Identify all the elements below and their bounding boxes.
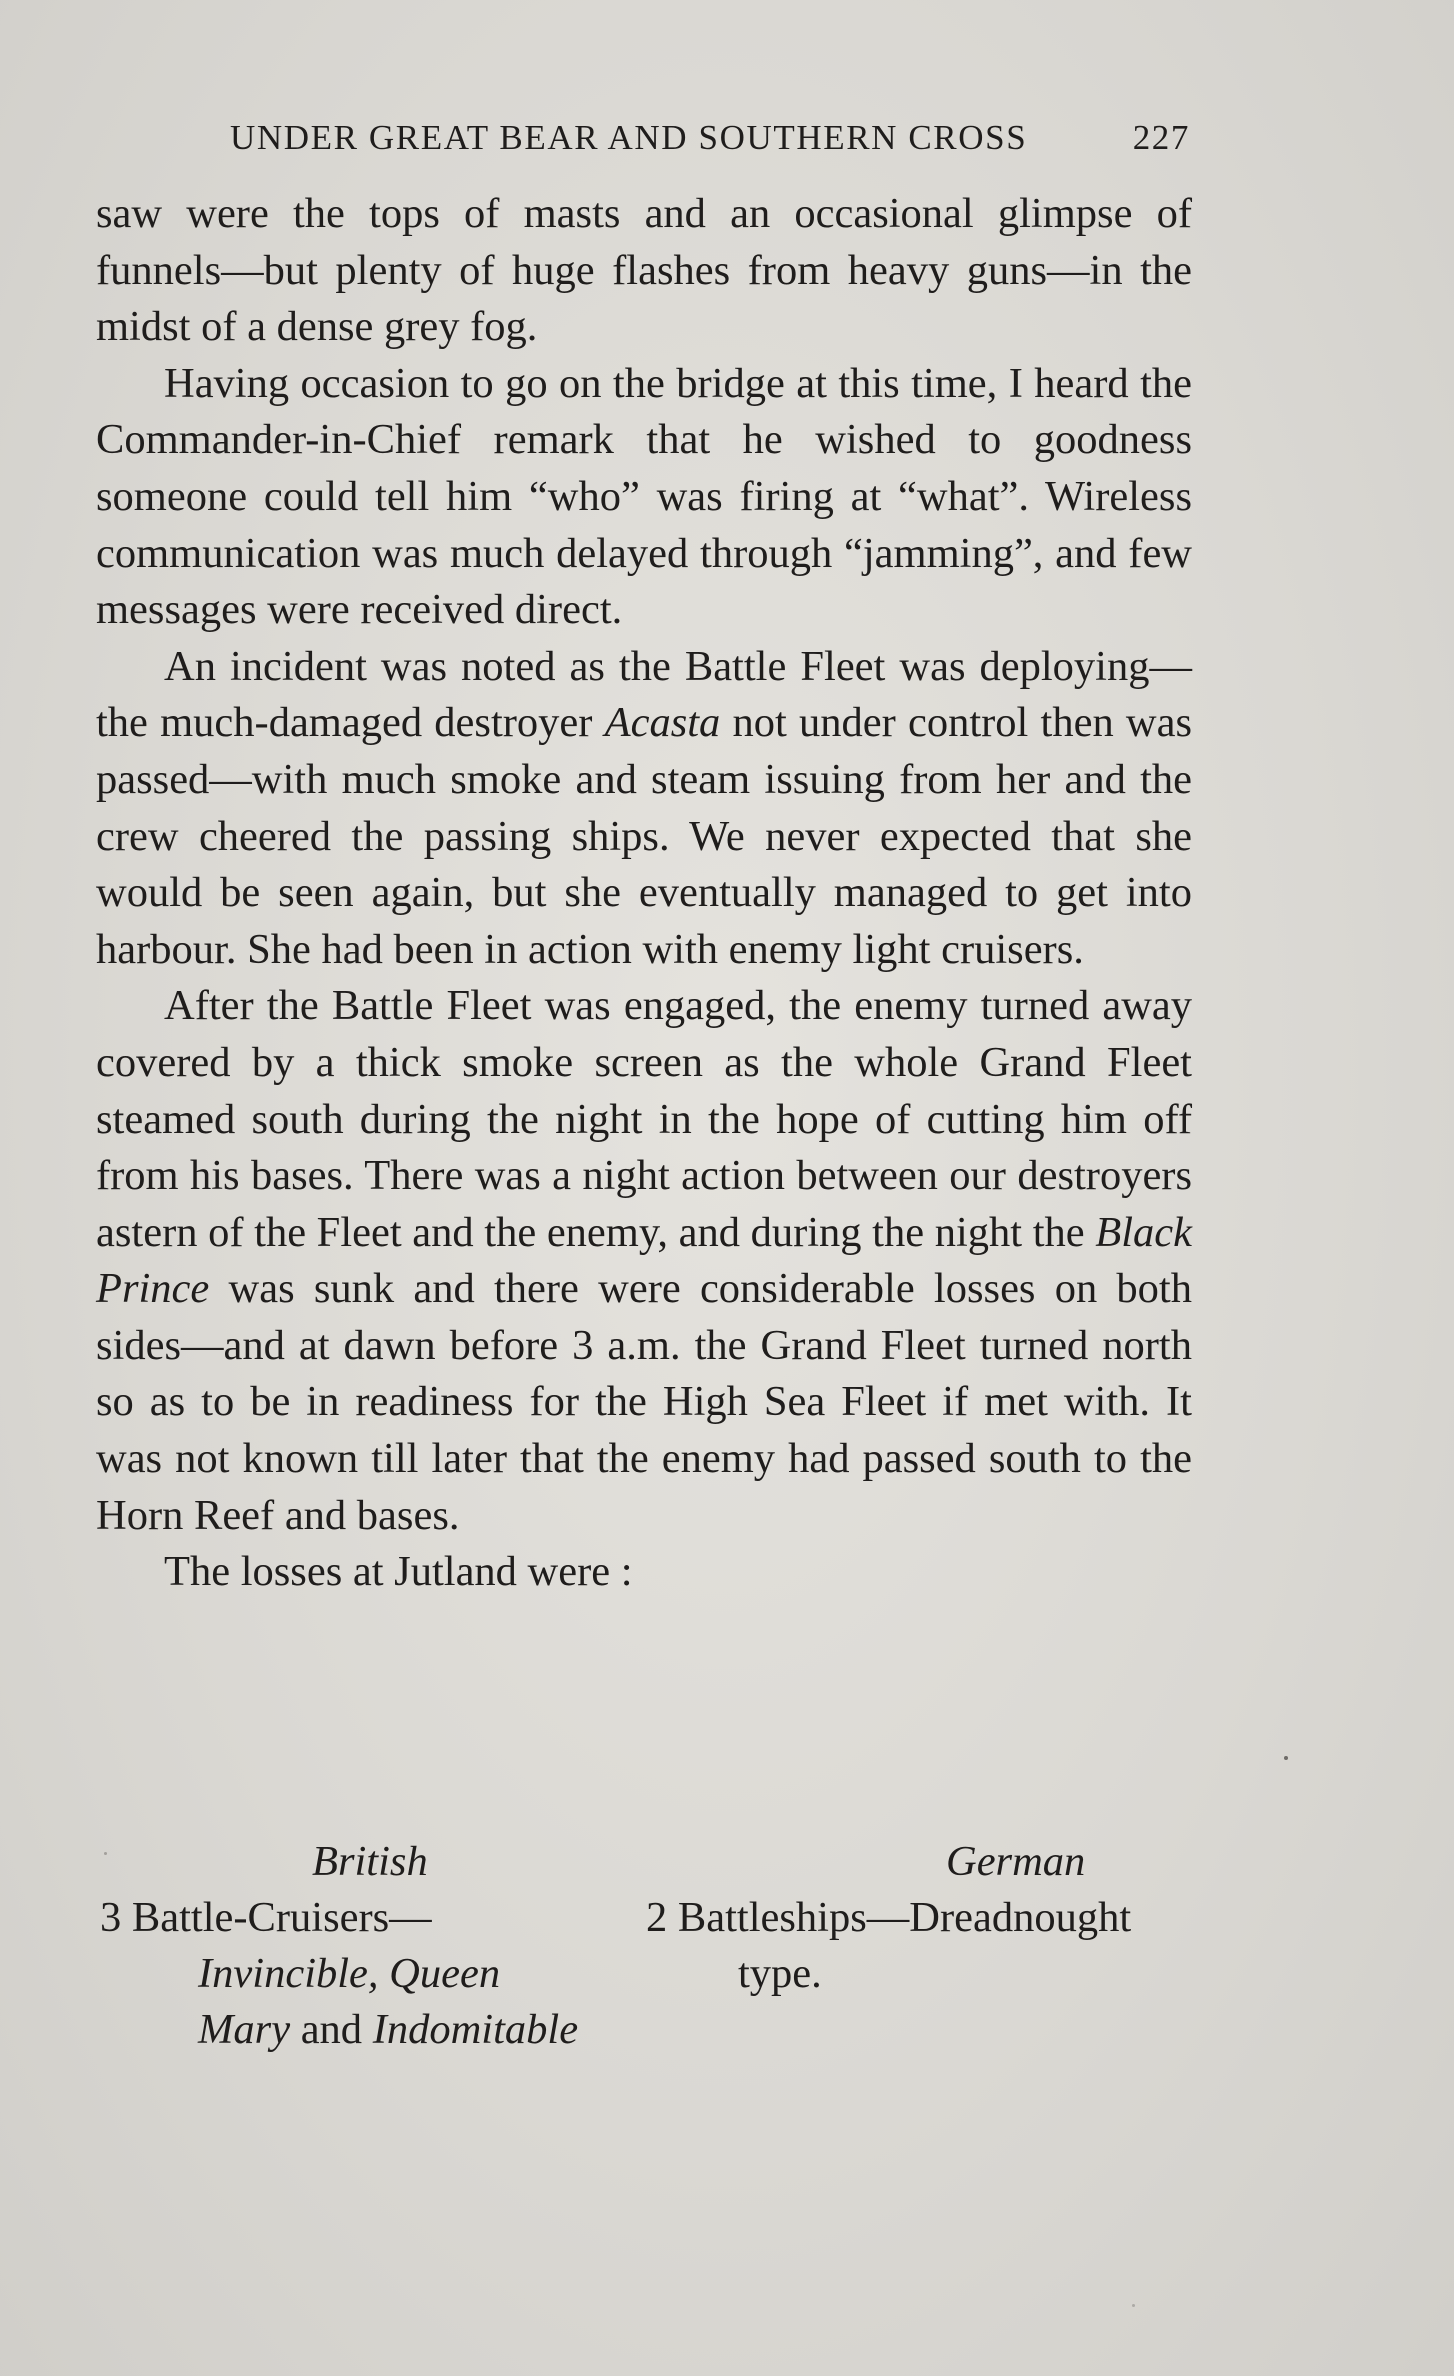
paragraph-1: saw were the tops of masts and an occasional glimpse of funnels—but plenty of huge flashes from heavy guns—in the midst of a dense grey fog. — [96, 190, 1192, 351]
ship-name-invincible: Invincible, — [198, 1950, 379, 1997]
british-heading: British — [312, 1838, 428, 1885]
german-losses-column — [646, 1834, 1206, 2002]
paragraph-3 — [96, 639, 1192, 979]
ship-name-black-prince: Black Prince — [96, 1208, 1192, 1313]
paragraph-4 — [96, 978, 1192, 1544]
page-number: 227 — [1132, 118, 1190, 157]
paper-speck — [104, 1852, 107, 1855]
german-count-line: 2 Battleships—Dreadnought — [646, 1894, 1132, 1941]
german-heading: German — [946, 1838, 1086, 1885]
ship-name-indomitable: Indomitable — [372, 2006, 579, 2053]
ship-name-queen: Queen — [389, 1950, 501, 1997]
running-title: UNDER GREAT BEAR AND SOUTHERN CROSS — [230, 118, 1028, 157]
paragraph-3-text-a: An incident was noted as the Battle Fleet was deploying—the much-damaged destroyer — [96, 642, 1192, 747]
british-count-line: 3 Battle-Cruisers— — [100, 1894, 432, 1941]
ship-name-mary: Mary — [198, 2006, 291, 2053]
paper-speck — [1284, 1756, 1288, 1760]
british-ships-line-1 — [100, 1946, 640, 2002]
conjunction-and: and — [290, 2006, 373, 2053]
ship-name-acasta: Acasta — [604, 699, 721, 747]
paragraph-2: Having occasion to go on the bridge at this time, I heard the Commander-in-Chief remark that he wished to goodness someone could tell him “who” was firing at “what”. Wireless communication was much delayed through “jamming”, and few messages were received direct. — [96, 359, 1192, 634]
paper-speck — [1132, 2304, 1135, 2307]
paragraph-5: The losses at Jutland were : — [164, 1548, 633, 1596]
paragraph-4-text-b: was sunk and there were considerable losses on both sides—and at dawn before 3 a.m. the Grand Fleet turned north so as to be in readiness for the High Sea Fleet if met with. It was not known till later that the enemy had passed south to the Horn Reef and bases. — [96, 1265, 1192, 1539]
page-header — [230, 118, 1190, 168]
german-continuation-line: type. — [738, 1950, 822, 1997]
british-losses-column — [100, 1834, 640, 2058]
body-text — [96, 186, 1192, 1601]
british-ships-line-2 — [100, 2002, 640, 2058]
paragraph-3-text-b: not under control then was passed—with much smoke and steam issuing from her and the crew cheered the passing ships. We never expected that she would be seen again, but she eventually managed to get into harbour. She had been in action with enemy light cruisers. — [96, 699, 1192, 973]
paragraph-4-text-a: After the Battle Fleet was engaged, the enemy turned away covered by a thick smoke screen as the whole Grand Fleet steamed south during the night in the hope of cutting him off from his bases. There was a night action between our destroyers astern of the Fleet and the enemy, and during the night the — [96, 982, 1192, 1256]
